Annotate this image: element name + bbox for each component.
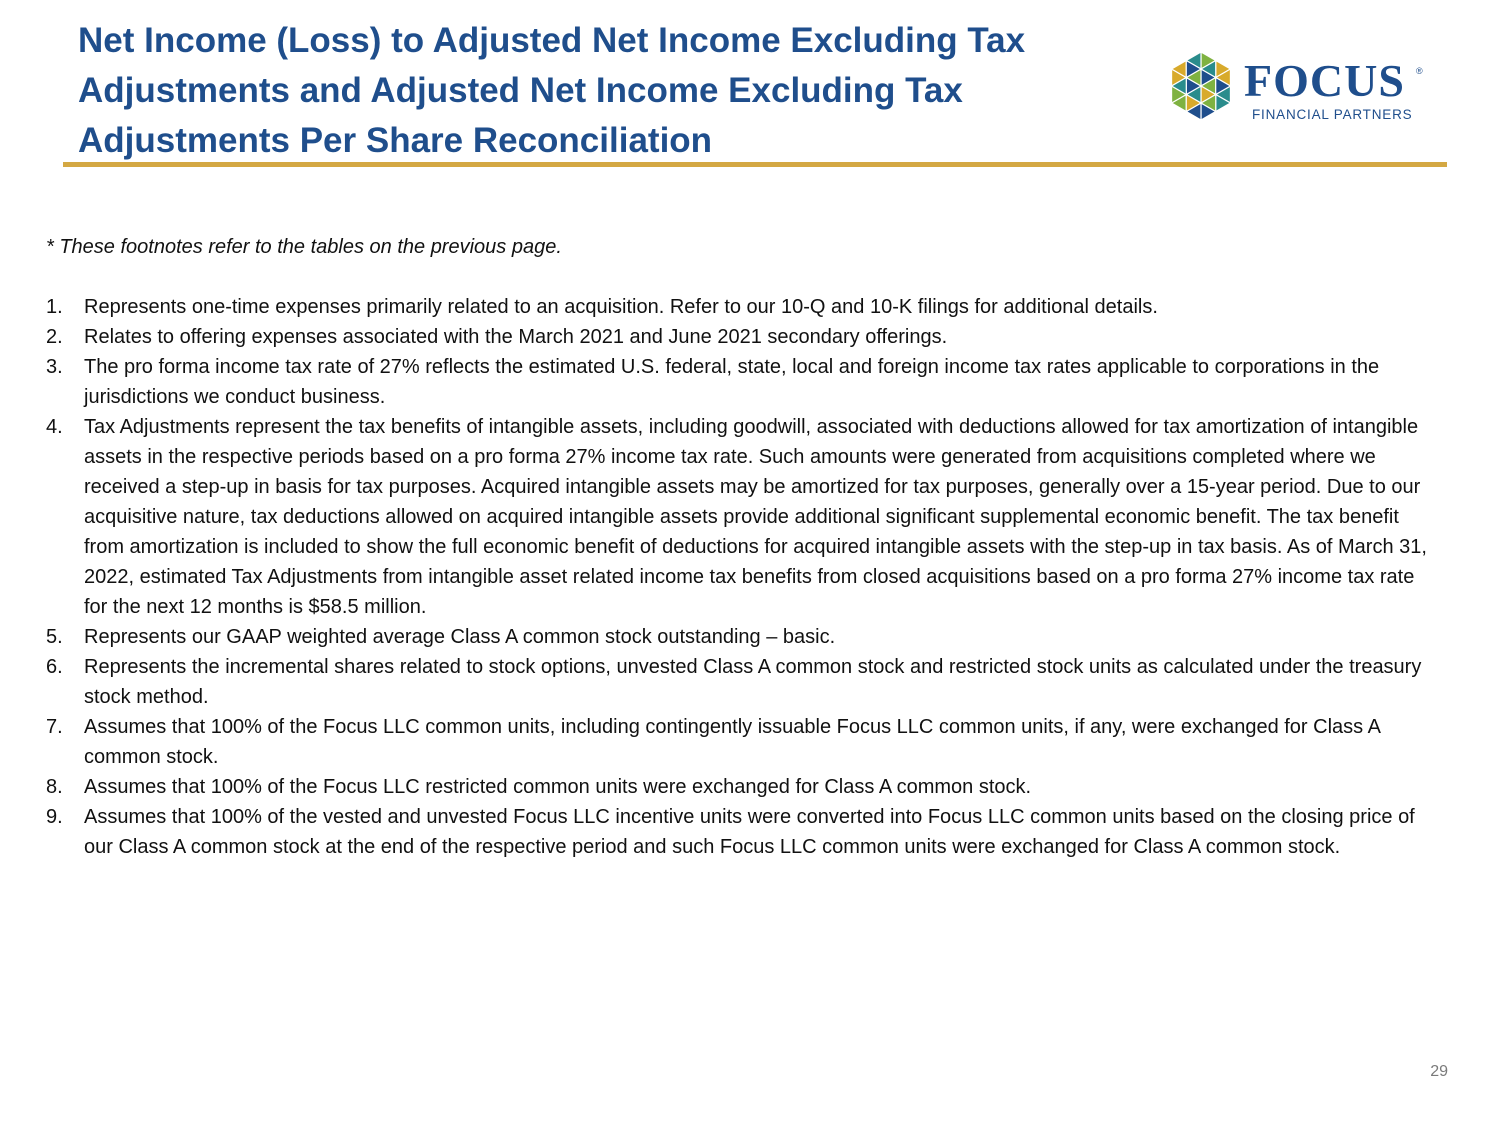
- footnote-item: [46, 712, 1436, 772]
- footnote-number: 3.: [46, 356, 63, 378]
- footnote-item: [46, 772, 1436, 802]
- footnote-number: 2.: [46, 326, 63, 348]
- focus-logo-mark-icon: [1166, 48, 1236, 124]
- footnote-text: Assumes that 100% of the vested and unvested Focus LLC incentive units were converted into Focus LLC common units based on the closing price of our Class A common stock at the end of the respective period and such Focus LLC common units were exchanged for Class A common stock.: [84, 806, 1415, 858]
- footnote-item: [46, 322, 1436, 352]
- logo-wordmark: FOCUS: [1244, 55, 1405, 106]
- footnote-number: 6.: [46, 656, 63, 678]
- title-divider: [63, 162, 1447, 167]
- footnote-text: Represents our GAAP weighted average Class A common stock outstanding – basic.: [84, 626, 836, 648]
- footnote-item: [46, 802, 1436, 862]
- title-line-2: Adjustments and Adjusted Net Income Excluding Tax: [78, 71, 963, 110]
- footnote-number: 8.: [46, 776, 63, 798]
- footnote-item: [46, 292, 1436, 322]
- footnote-number: 1.: [46, 296, 63, 318]
- footnote-list: [46, 292, 1436, 862]
- footnote-number: 9.: [46, 806, 63, 828]
- footnote-text: Assumes that 100% of the Focus LLC common units, including contingently issuable Focus LLC common units, if any, were exchanged for Class A common stock.: [84, 716, 1380, 768]
- footnote-intro: * These footnotes refer to the tables on the previous page.: [46, 236, 562, 258]
- footnote-text: Relates to offering expenses associated with the March 2021 and June 2021 secondary offerings.: [84, 326, 948, 348]
- logo-subtitle: FINANCIAL PARTNERS: [1252, 107, 1413, 122]
- footnote-item: [46, 652, 1436, 712]
- footnote-item: [46, 412, 1436, 622]
- footnote-item: [46, 622, 1436, 652]
- page-number: 29: [1430, 1063, 1448, 1080]
- registered-mark: ®: [1416, 66, 1423, 76]
- footnote-number: 4.: [46, 416, 63, 438]
- footnote-number: 7.: [46, 716, 63, 738]
- title-line-1: Net Income (Loss) to Adjusted Net Income Excluding Tax: [78, 21, 1026, 60]
- footnote-item: [46, 352, 1436, 412]
- footnote-number: 5.: [46, 626, 63, 648]
- footnote-text: Represents one-time expenses primarily related to an acquisition. Refer to our 10-Q and 10-K filings for additional details.: [84, 296, 1158, 318]
- footnote-text: The pro forma income tax rate of 27% reflects the estimated U.S. federal, state, local and foreign income tax rates applicable to corporations in the jurisdictions we conduct business.: [84, 356, 1380, 408]
- footnote-text: Tax Adjustments represent the tax benefits of intangible assets, including goodwill, associated with deductions allowed for tax amortization of intangible assets in the respective periods based on a pro forma 27% income tax rate. Such amounts were generated from acquisitions completed where we received a step-up in basis for tax purposes. Acquired intangible assets may be amortized for tax purposes, generally over a 15-year period. Due to our acquisitive nature, tax deductions allowed on acquired intangible assets provide additional significant supplemental economic benefit. The tax benefit from amortization is included to show the full economic benefit of deductions for acquired intangible assets with the step-up in tax basis. As of March 31, 2022, estimated Tax Adjustments from intangible asset related income tax benefits from closed acquisitions based on a pro forma 27% income tax rate for the next 12 months is $58.5 million.: [84, 416, 1427, 618]
- footnote-text: Assumes that 100% of the Focus LLC restricted common units were exchanged for Class A common stock.: [84, 776, 1032, 798]
- focus-logo: [1166, 48, 1428, 126]
- page-title: [78, 16, 1138, 166]
- footnote-text: Represents the incremental shares related to stock options, unvested Class A common stock and restricted stock units as calculated under the treasury stock method.: [84, 656, 1422, 708]
- title-line-3: Adjustments Per Share Reconciliation: [78, 121, 713, 160]
